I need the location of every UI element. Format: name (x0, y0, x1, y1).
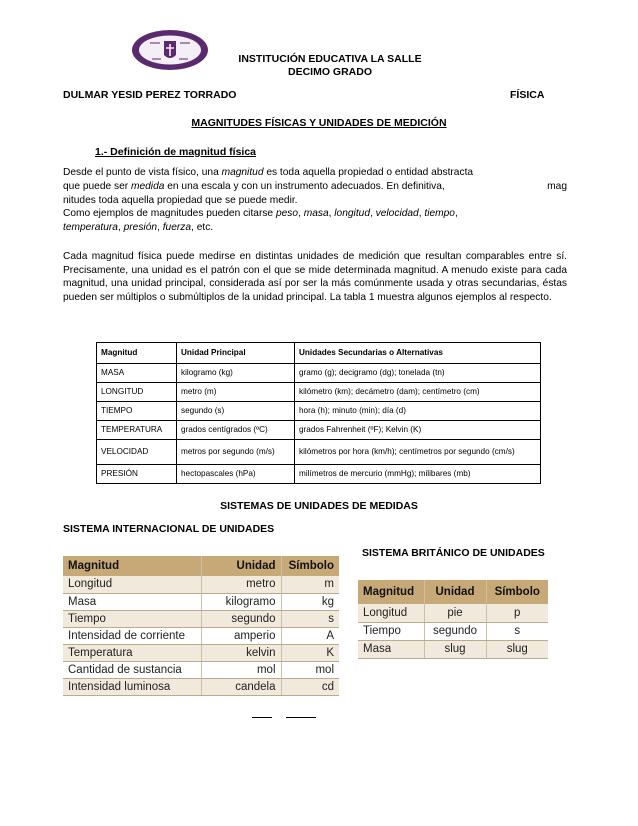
si-table-row (63, 661, 339, 678)
si-cell: metro (201, 576, 281, 593)
si-cell: Intensidad de corriente (63, 627, 201, 644)
si-table-row (63, 644, 339, 661)
paragraph-1-line-3: nitudes toda aquella propiedad que se puede medir. (63, 195, 298, 206)
table-row (97, 402, 541, 421)
british-cell: pie (424, 604, 486, 622)
table-cell: kilómetros por hora (km/h); centímetros por segundo (cm/s) (295, 440, 541, 465)
si-header-cell: Unidad (201, 556, 281, 576)
british-units-table (358, 580, 548, 659)
si-cell: Longitud (63, 576, 201, 593)
si-cell: A (281, 627, 339, 644)
school-seal-logo (130, 28, 210, 72)
subject-name: FÍSICA (510, 89, 545, 101)
british-header-cell: Magnitud (358, 580, 424, 604)
si-heading: SISTEMA INTERNACIONAL DE UNIDADES (63, 523, 275, 535)
table-cell: PRESIÓN (97, 465, 177, 484)
table-row (97, 383, 541, 402)
paragraph-1-line-5: temperatura, presión, fuerza, etc. (63, 222, 214, 233)
si-table-row (63, 576, 339, 593)
si-table-row (63, 593, 339, 610)
british-table-row (358, 622, 548, 640)
table-cell: milímetros de mercurio (mmHg); milibares (mb) (295, 465, 541, 484)
table-header-cell: Unidad Principal (177, 343, 295, 364)
si-cell: candela (201, 678, 281, 695)
grade-title: DECIMO GRADO (288, 66, 372, 78)
si-header-row (63, 556, 339, 576)
si-cell: Masa (63, 593, 201, 610)
table-cell: segundo (s) (177, 402, 295, 421)
si-cell: Cantidad de sustancia (63, 661, 201, 678)
magnitudes-units-table (96, 342, 541, 484)
si-cell: Intensidad luminosa (63, 678, 201, 695)
si-cell: m (281, 576, 339, 593)
table-cell: metro (m) (177, 383, 295, 402)
si-units-table (63, 556, 339, 696)
si-cell: amperio (201, 627, 281, 644)
table-cell: grados Fahrenheit (ºF); Kelvin (K) (295, 421, 541, 440)
si-cell: Temperatura (63, 644, 201, 661)
british-header-cell: Unidad (424, 580, 486, 604)
british-table-row (358, 640, 548, 658)
table-header-row (97, 343, 541, 364)
british-cell: s (486, 622, 548, 640)
si-header-cell: Magnitud (63, 556, 201, 576)
table-cell: TEMPERATURA (97, 421, 177, 440)
table-cell: hectopascales (hPa) (177, 465, 295, 484)
underline-mark (286, 717, 316, 718)
paragraph-1-line-1: Desde el punto de vista físico, una magnitud es toda aquella propiedad o entidad abstracta (63, 167, 474, 178)
british-heading: SISTEMA BRITÁNICO DE UNIDADES (362, 547, 545, 559)
table-cell: TIEMPO (97, 402, 177, 421)
si-table-row (63, 610, 339, 627)
si-cell: cd (281, 678, 339, 695)
table-header-cell: Unidades Secundarias o Alternativas (295, 343, 541, 364)
table-cell: LONGITUD (97, 383, 177, 402)
british-table-row (358, 604, 548, 622)
si-cell: kelvin (201, 644, 281, 661)
table-row (97, 440, 541, 465)
si-cell: s (281, 610, 339, 627)
table-cell: kilogramo (kg) (177, 364, 295, 383)
table-cell: metros por segundo (m/s) (177, 440, 295, 465)
british-header-cell: Símbolo (486, 580, 548, 604)
british-cell: Tiempo (358, 622, 424, 640)
table-cell: gramo (g); decigramo (dg); tonelada (tn) (295, 364, 541, 383)
si-cell: mol (201, 661, 281, 678)
si-cell: segundo (201, 610, 281, 627)
table-cell: VELOCIDAD (97, 440, 177, 465)
si-header-cell: Símbolo (281, 556, 339, 576)
british-cell: segundo (424, 622, 486, 640)
table-cell: MASA (97, 364, 177, 383)
section-heading: 1.- Definición de magnitud física (95, 146, 257, 158)
author-name: DULMAR YESID PEREZ TORRADO (63, 89, 237, 101)
table-row (97, 465, 541, 484)
british-cell: slug (424, 640, 486, 658)
si-table-row (63, 678, 339, 695)
si-cell: K (281, 644, 339, 661)
si-cell: kilogramo (201, 593, 281, 610)
underline-mark (252, 717, 272, 718)
si-cell: Tiempo (63, 610, 201, 627)
paragraph-2: Cada magnitud física puede medirse en distintas unidades de medición que resultan comparables entre sí. Precisamente, una unidad es el patrón con el que se mide determinada magnitud. A menudo existe para cada magnitud, una unidad principal, considerada así por ser la más comúnmente usada y otras secundarias, éstas pueden ser múltiplos o submúltiplos de la unidad principal. La tabla 1 muestra algunos ejemplos al respecto. (63, 251, 567, 303)
table-cell: kilómetro (km); decámetro (dam); centímetro (cm) (295, 383, 541, 402)
systems-heading: SISTEMAS DE UNIDADES DE MEDIDAS (220, 500, 418, 512)
main-title: MAGNITUDES FÍSICAS Y UNIDADES DE MEDICIÓN (191, 117, 447, 129)
si-cell: mol (281, 661, 339, 678)
institution-title: INSTITUCIÓN EDUCATIVA LA SALLE (238, 53, 422, 65)
british-header-row (358, 580, 548, 604)
british-cell: Masa (358, 640, 424, 658)
table-row (97, 364, 541, 383)
paragraph-1-line-4: Como ejemplos de magnitudes pueden citarse peso, masa, longitud, velocidad, tiempo, (63, 208, 458, 219)
table-header-cell: Magnitud (97, 343, 177, 364)
table-cell: grados centígrados (ºC) (177, 421, 295, 440)
table-row (97, 421, 541, 440)
paragraph-1-line-2: que puede ser medida en una escala y con un instrumento adecuados. En definitiva, mag (63, 181, 567, 192)
table-cell: hora (h); minuto (min); día (d) (295, 402, 541, 421)
british-cell: p (486, 604, 548, 622)
si-cell: kg (281, 593, 339, 610)
si-table-row (63, 627, 339, 644)
british-cell: Longitud (358, 604, 424, 622)
british-cell: slug (486, 640, 548, 658)
